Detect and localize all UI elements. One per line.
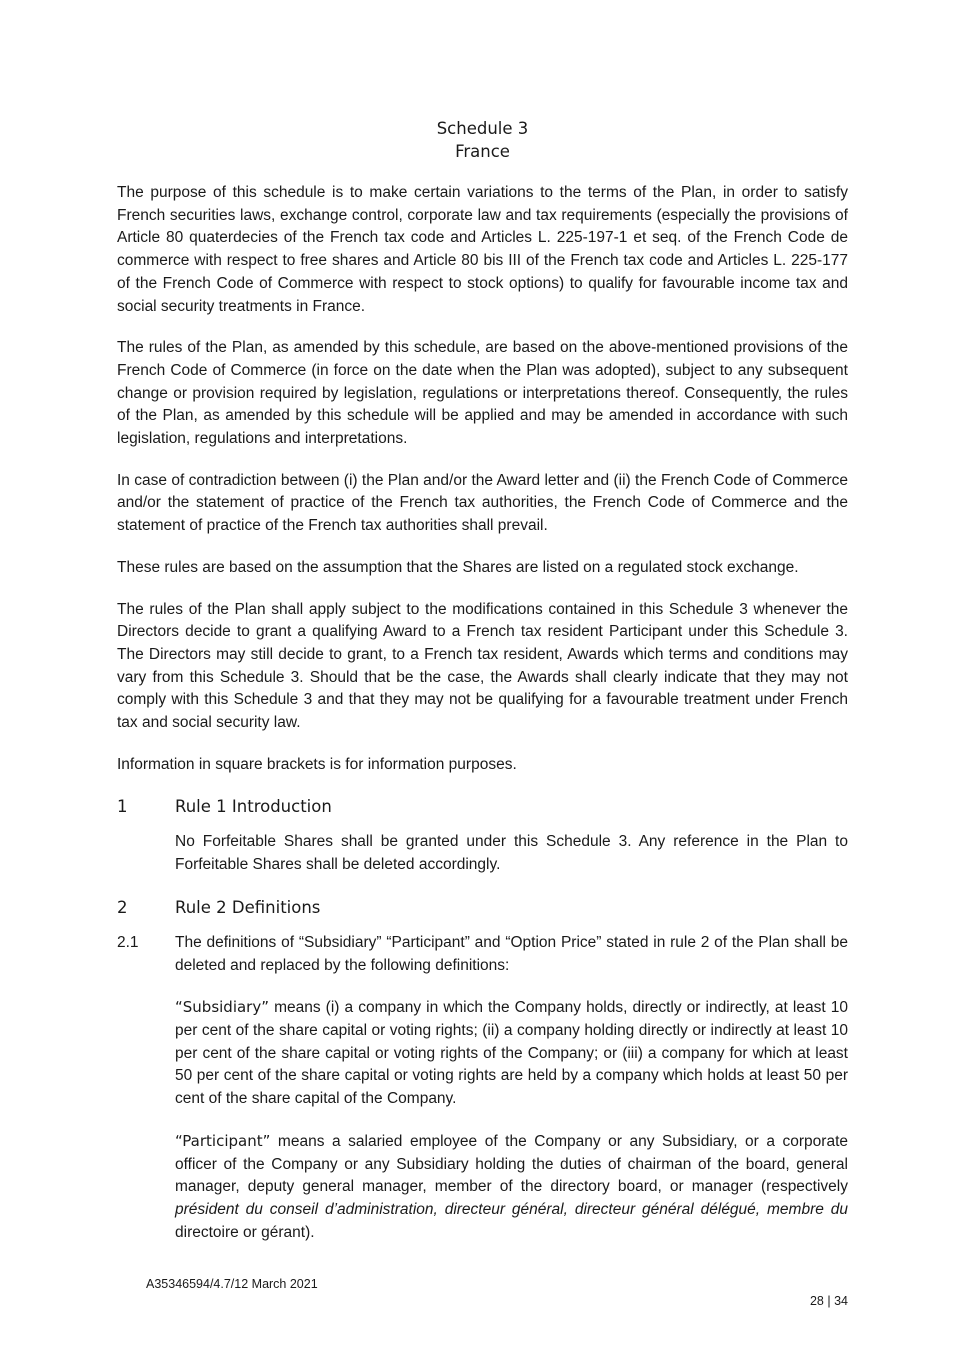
section-number: 1 <box>117 797 128 817</box>
section-1-heading <box>117 795 848 819</box>
schedule-heading <box>0 117 965 163</box>
french-titles-italic: président du conseil d’administration, directeur général, directeur général délégué, membre du <box>175 1200 848 1218</box>
document-body <box>117 182 848 1263</box>
page-number: 28 | 34 <box>809 1294 848 1308</box>
section-title: Rule 1 Introduction <box>175 797 332 817</box>
rules-basis-paragraph: The rules of the Plan, as amended by this schedule, are based on the above-mentioned provisions of the French Code of Commerce (in force on the date when the Plan was adopted), subject to any subsequent change or provision required by legislation, regulations or interpretations thereof. Consequently, the rules of the Plan, as amended by this schedule will be applied and may be amended in accordance with such legislation, regulations and interpretations. <box>117 339 848 448</box>
clause-text: The definitions of “Subsidiary” “Participant” and “Option Price” stated in rule 2 of the Plan shall be deleted and replaced by the following definitions: <box>175 933 848 974</box>
document-reference: A35346594/4.7/12 March 2021 <box>146 1277 318 1291</box>
section-2-heading <box>117 896 848 920</box>
clause-number: 2.1 <box>117 933 139 951</box>
definition-text: means a salaried employee of the Company or any Subsidiary, or a corporate officer of the Company or any Subsidiary holding the duties of chairman of the board, general manager, deputy general manager, member of the directory board, or manager (respectively <box>175 1132 848 1196</box>
definition-text-end: directoire or gérant). <box>175 1223 315 1241</box>
definition-text: means (i) a company in which the Company holds, directly or indirectly, at least 10 per cent of the share capital or voting rights; (ii) a company holding directly or indirectly at least 10 per cent of the share capital or voting rights of the Company; or (iii) a company for which at least 50 per cent of the share capital or voting rights are held by a company which holds at least 50 per cent of the share capital of the Company. <box>175 999 848 1108</box>
application-paragraph: The rules of the Plan shall apply subject to the modifications contained in this Schedule 3 whenever the Directors decide to grant a qualifying Award to a French tax resident Participant under this Schedule 3. The Directors may still decide to grant, to a French tax resident, Awards which terms and conditions may vary from this Schedule 3. Should that be the case, the Awards shall clearly indicate that they may not comply with this Schedule 3 and that they may not be qualifying for a favourable treatment under French tax and social security law. <box>117 600 848 732</box>
section-number: 2 <box>117 897 128 917</box>
participant-definition <box>175 1130 848 1245</box>
country-title: France <box>455 142 510 161</box>
subsidiary-definition <box>175 996 848 1111</box>
section-title: Rule 2 Definitions <box>175 897 321 917</box>
section-1-text: No Forfeitable Shares shall be granted under this Schedule 3. Any reference in the Plan to Forfeitable Shares shall be deleted accordingly. <box>175 833 848 874</box>
contradiction-paragraph: In case of contradiction between (i) the Plan and/or the Award letter and (ii) the French Code of Commerce and/or the statement of practice of the French tax authorities, the French Code of Commerce and the statement of practice of the French tax authorities shall prevail. <box>117 471 848 535</box>
definition-term: “Participant” <box>175 1131 271 1150</box>
listing-assumption-paragraph: These rules are based on the assumption that the Shares are listed on a regulated stock exchange. <box>117 558 799 576</box>
clause-2-1 <box>117 932 848 977</box>
schedule-title: Schedule 3 <box>436 119 529 138</box>
definition-term: “Subsidiary” <box>175 998 269 1017</box>
square-brackets-paragraph: Information in square brackets is for information purposes. <box>117 755 517 773</box>
purpose-paragraph: The purpose of this schedule is to make certain variations to the terms of the Plan, in order to satisfy French securities laws, exchange control, corporate law and tax requirements (especially the provisions of Article 80 quaterdecies of the French tax code and Articles L. 225-197-1 et seq. of the French Code de commerce with respect to free shares and Article 80 bis III of the French tax code and Articles L. 225-177 of the French Code of Commerce with respect to stock options) to qualify for favourable income tax and social security treatments in France. <box>117 184 848 315</box>
